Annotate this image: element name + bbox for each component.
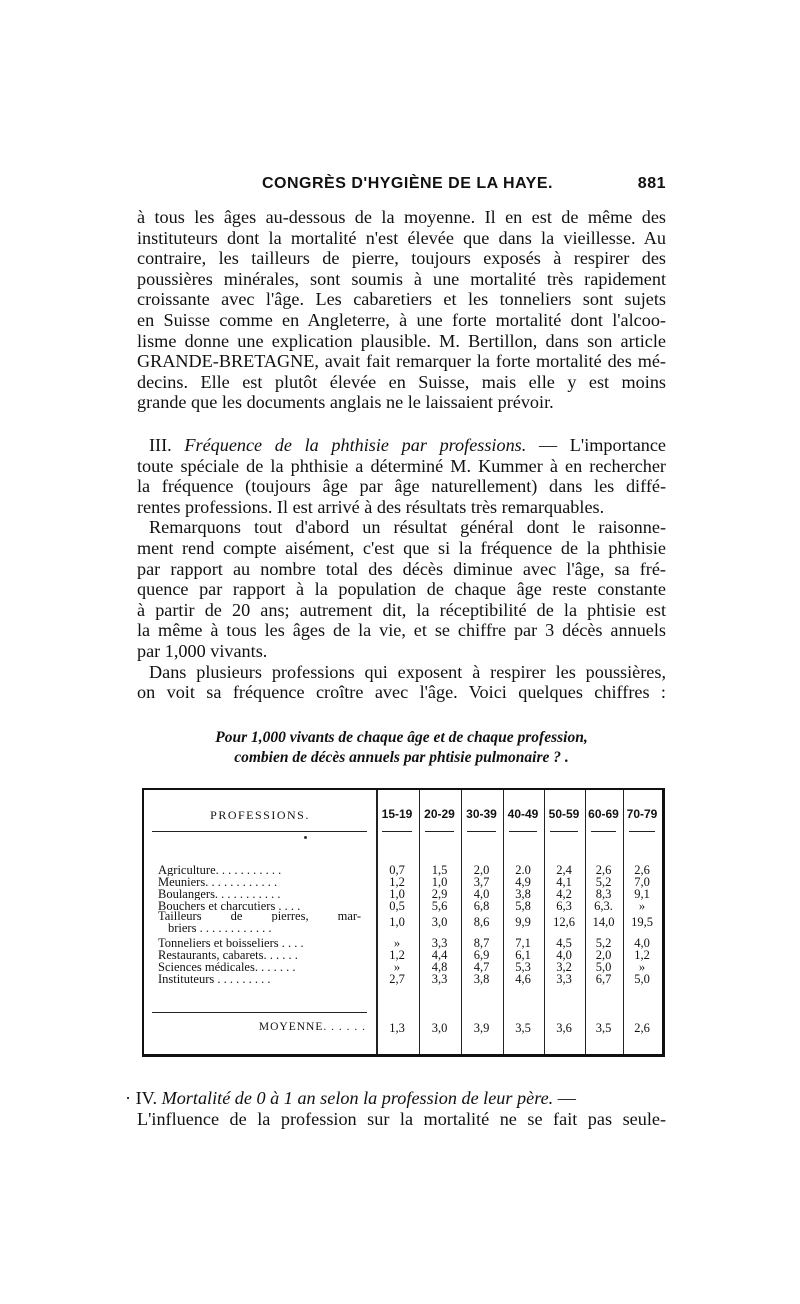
table-cell: 2,7	[389, 972, 405, 986]
table-cell: 9,1	[634, 887, 650, 901]
age-header: 15-19	[381, 807, 413, 821]
row-label-continued: briers . . . . . . . . . . . .	[168, 922, 272, 934]
table-cell: 2,6	[595, 863, 612, 877]
row-label: Instituteurs . . . . . . . . .	[158, 973, 271, 985]
row-label: Restaurants, cabarets. . . . . .	[158, 949, 298, 961]
text-line: en Suisse comme en Angleterre, à une forte mortalité dont l'alcoo-	[137, 309, 666, 330]
table-cell: 5,0	[595, 960, 612, 974]
average-cell: 3,0	[431, 1021, 448, 1035]
table-cell: 4,0	[473, 887, 490, 901]
text-line: decins. Elle est plutôt élevée en Suisse, mais elle y est moins	[137, 371, 666, 392]
table-cell: 1,5	[431, 863, 448, 877]
age-header: 50-59	[548, 807, 580, 821]
section-4-numeral: IV.	[135, 1088, 158, 1108]
text-line: quence par rapport à la population de chaque âge reste constante	[137, 579, 666, 600]
average-cell: 3,5	[515, 1021, 531, 1035]
table-cell: 5,3	[515, 960, 531, 974]
table-cell: 5,6	[431, 899, 448, 913]
table-cell: 2,9	[431, 887, 448, 901]
table-cell: 4,2	[556, 887, 572, 901]
table-cell: 1,0	[389, 887, 405, 901]
table-cell: 4,6	[515, 972, 531, 986]
table-cell: 8,3	[595, 887, 612, 901]
table-cell: 4,9	[515, 875, 531, 889]
section-3-heading-line	[137, 435, 666, 456]
table-cell: 19,5	[631, 915, 653, 929]
table-cell: »	[393, 960, 401, 974]
table-cell: 5,0	[634, 972, 650, 986]
table-cell: 3,3	[431, 972, 448, 986]
table-cell: 4,0	[634, 936, 650, 950]
section-3-title: Fréquence de la phthisie par professions.	[184, 435, 527, 455]
table-cell: 3,3	[556, 972, 572, 986]
table-cell: 8,6	[473, 915, 490, 929]
table-cell: 2.0	[515, 863, 531, 877]
table-cell: 5,2	[595, 875, 612, 889]
table-cell: 1,2	[634, 948, 650, 962]
table-cell: »	[638, 899, 646, 913]
table-cell: 4,1	[556, 875, 572, 889]
text-line: par 1,000 vivants.	[137, 640, 268, 661]
table-cell: 2,4	[556, 863, 572, 877]
table-cell: 3,3	[431, 936, 448, 950]
text-line: L'influence de la profession sur la mortalité ne se fait pas seule-	[137, 1108, 666, 1129]
header-rule	[550, 831, 578, 832]
table-cell: 14,0	[592, 915, 615, 929]
table-cell: 8,7	[473, 936, 490, 950]
section-3-first-text: — L'importance	[538, 435, 667, 455]
page-number: 881	[637, 175, 666, 192]
text-line: par rapport au nombre total des décès diminue avec l'âge, sa fré-	[137, 558, 666, 579]
header-rule	[591, 831, 616, 832]
row-label: Agriculture. . . . . . . . . . .	[158, 864, 282, 876]
text-line: ment rend compte aisément, c'est que si la fréquence de la phthisie	[137, 537, 666, 558]
table-cell: 4,7	[473, 960, 490, 974]
average-cell: 1,3	[389, 1021, 405, 1035]
table-cell: 9,9	[515, 915, 531, 929]
running-header	[138, 175, 666, 199]
table-cell: 1,0	[389, 915, 405, 929]
average-cell: 3,5	[595, 1021, 612, 1035]
row-label: Bouchers et charcutiers . . . .	[158, 900, 301, 912]
text-line: poussières minérales, sont soumis à une mortalité très rapidement	[137, 268, 666, 289]
text-line: croissante avec l'âge. Les cabaretiers et les tonneliers sont sujets	[137, 289, 666, 310]
caption-line-1: Pour 1,000 vivants de chaque âge et de chaque profession,	[215, 729, 588, 746]
age-header: 40-49	[507, 807, 539, 821]
row-label: Meuniers. . . . . . . . . . . .	[158, 876, 278, 888]
table-cell: 3,8	[515, 887, 531, 901]
paragraph-1	[137, 207, 666, 413]
table-cell: 2,0	[473, 863, 490, 877]
table-cell: 5,2	[595, 936, 612, 950]
section-3	[137, 435, 666, 703]
table-cell: 0,5	[389, 899, 405, 913]
text-line: à partir de 20 ans; autrement dit, la réceptibilité de la phtisie est	[137, 599, 666, 620]
average-label: MOYENNE. . . . . .	[258, 1021, 366, 1033]
header-rule	[152, 831, 367, 832]
table-cell: »	[393, 936, 401, 950]
header-rule	[629, 831, 655, 832]
row-label: Tonneliers et boisseliers . . . .	[158, 937, 304, 949]
table-cell: 12,6	[553, 915, 575, 929]
text-line: grande que les documents anglais ne le laissaient prévoir.	[137, 392, 554, 413]
table-cell: 4,8	[431, 960, 448, 974]
header-rule	[467, 831, 496, 832]
table-cell: 7,1	[515, 936, 531, 950]
section-4-title: Mortalité de 0 à 1 an selon la profession de leur père.	[161, 1088, 554, 1108]
age-header: 60-69	[588, 807, 619, 821]
table-cell: 7,0	[634, 875, 650, 889]
table-cell: 2,0	[595, 948, 612, 962]
table-cell: 2,6	[634, 863, 650, 877]
text-line: à tous les âges au-dessous de la moyenne. Il en est de même des	[137, 207, 666, 227]
age-header: 70-79	[626, 807, 658, 821]
text-line: la même à tous les âges de la vie, et se chiffre par 3 décès annuels	[137, 620, 666, 641]
average-cell: 3,9	[473, 1021, 490, 1035]
header-rule	[509, 831, 537, 832]
text-line: GRANDE-BRETAGNE, avait fait remarquer la forte mortalité des mé-	[137, 351, 666, 372]
table-cell: 3,8	[473, 972, 490, 986]
decorative-dot	[304, 836, 307, 839]
section-4	[125, 1088, 666, 1129]
table-cell: 5,8	[515, 899, 531, 913]
table-cell: 1,2	[389, 875, 405, 889]
header-professions: PROFESSIONS.	[210, 808, 310, 822]
table-cell: 6,8	[473, 899, 490, 913]
average-cell: 3,6	[556, 1021, 572, 1035]
row-label: Tailleurs de pierres, mar-	[158, 910, 361, 922]
table-cell: 6,9	[473, 948, 490, 962]
section-4-heading-line: · IV. Mortalité de 0 à 1 an selon la profession de leur père. —	[125, 1088, 576, 1108]
caption-line-2: combien de décès annuels par phtisie pulmonaire ? .	[234, 749, 569, 766]
text-line: toute spéciale de la phthisie a déterminé M. Kummer à en rechercher	[137, 455, 666, 476]
text-line: on voit sa fréquence croître avec l'âge. Voici quelques chiffres :	[137, 682, 666, 703]
text-line: contraire, les tailleurs de pierre, toujours exposés à respirer des	[137, 248, 666, 269]
phthisis-table	[142, 788, 665, 1057]
table-cell: 4,0	[556, 948, 572, 962]
text-line: la fréquence (toujours âge par âge naturellement) dans les diffé-	[137, 476, 666, 497]
table-cell: 3,2	[556, 960, 572, 974]
text-line: instituteurs dont la mortalité n'est élevée que dans la vieillesse. Au	[137, 227, 666, 248]
running-title: CONGRÈS D'HYGIÈNE DE LA HAYE.	[262, 175, 553, 192]
age-header: 20-29	[424, 807, 455, 821]
row-label: Sciences médicales. . . . . . .	[158, 961, 296, 973]
table-cell: 4,5	[556, 936, 572, 950]
row-label: Boulangers. . . . . . . . . . .	[158, 888, 281, 900]
section-4-dash: —	[557, 1088, 576, 1108]
table-cell: 1,2	[389, 948, 405, 962]
table-cell: 6,3.	[594, 899, 613, 913]
text-line: lisme donne une explication plausible. M. Bertillon, dans son article	[137, 330, 666, 351]
table-cell: 4,4	[431, 948, 448, 962]
table-cell: 1,0	[431, 875, 448, 889]
table-cell: 0,7	[389, 863, 405, 877]
table-cell: 6,3	[556, 899, 572, 913]
age-header: 30-39	[466, 807, 497, 821]
text-line: Dans plusieurs professions qui exposent à respirer les poussières,	[149, 661, 666, 682]
text-line: rentes professions. Il est arrivé à des résultats très remarquables.	[137, 496, 605, 517]
header-rule	[425, 831, 454, 832]
table-cell: »	[638, 960, 646, 974]
table-cell: 6,1	[515, 948, 531, 962]
text-line: Remarquons tout d'abord un résultat général dont le raisonne-	[149, 517, 666, 538]
table-caption	[137, 728, 666, 768]
section-3-numeral: III.	[149, 435, 172, 455]
table-cell: 3,0	[431, 915, 448, 929]
table-cell: 3,7	[473, 875, 490, 889]
average-rule	[152, 1012, 367, 1013]
table-cell: 6,7	[595, 972, 612, 986]
average-cell: 2,6	[634, 1021, 650, 1035]
header-rule	[382, 831, 412, 832]
